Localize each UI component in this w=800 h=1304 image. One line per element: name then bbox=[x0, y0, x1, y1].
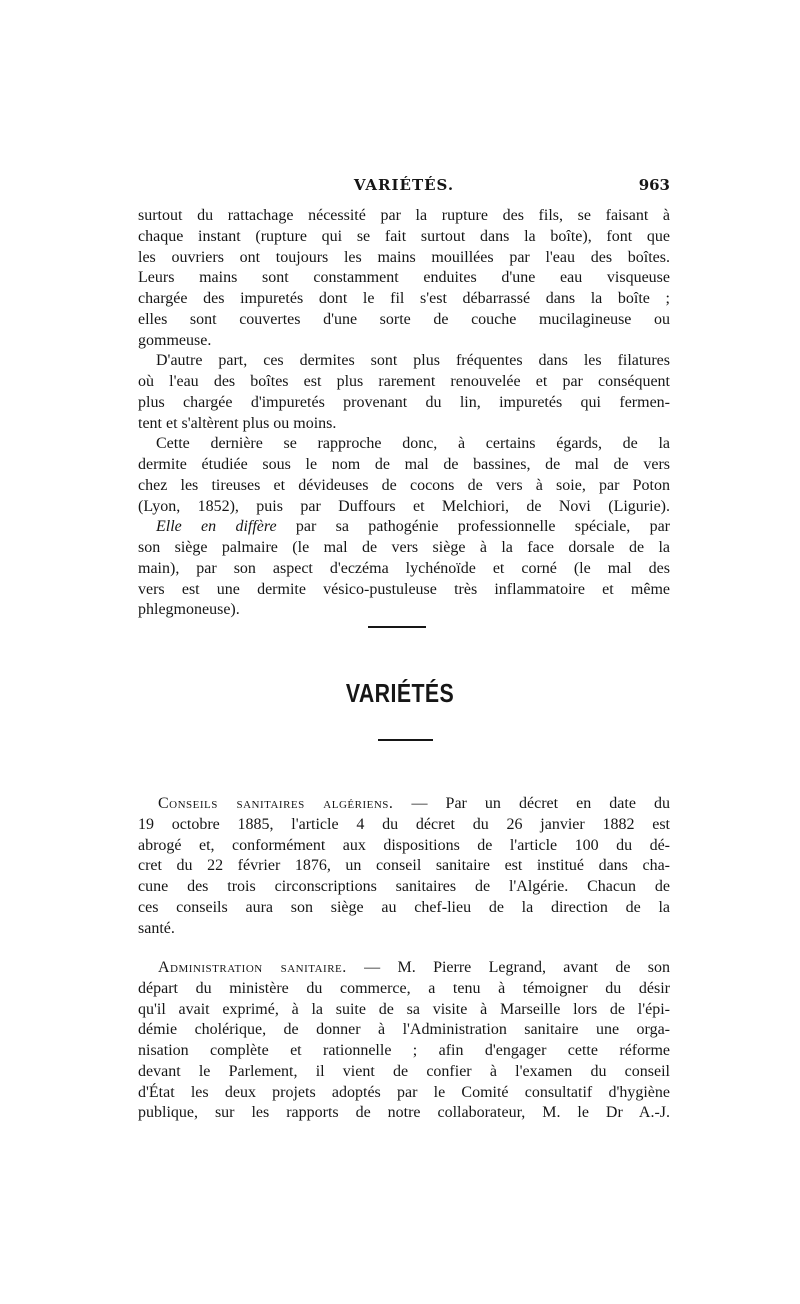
text-line: cune des trois circonscriptions sanitaires de l'Algérie. Chacun de bbox=[138, 878, 670, 895]
text-line: nisation complète et rationnelle ; afin d'engager cette réforme bbox=[138, 1042, 670, 1059]
section-divider-bottom bbox=[378, 739, 433, 741]
text-line: santé. bbox=[138, 919, 175, 937]
paragraph-continuation bbox=[138, 206, 670, 621]
text-line: ces conseils aura son siège au chef-lieu de la direction de la bbox=[138, 898, 670, 916]
text-line: où l'eau des boîtes est plus rarement renouvelée et par conséquent bbox=[138, 373, 670, 390]
running-head bbox=[138, 176, 670, 196]
text-line: plus chargée d'impuretés provenant du lin, impuretés qui fermen- bbox=[138, 393, 670, 411]
text-line: vers est une dermite vésico-pustuleuse très inflammatoire et même bbox=[138, 580, 670, 598]
article-administration bbox=[138, 958, 670, 1124]
text-line bbox=[138, 958, 670, 979]
text-line: les ouvriers ont toujours les mains mouillées par l'eau des boîtes. bbox=[138, 248, 670, 266]
text-line bbox=[138, 794, 670, 815]
section-title: VARIÉTÉS bbox=[345, 678, 455, 708]
text-line: devant le Parlement, il vient de confier à l'examen du conseil bbox=[138, 1062, 670, 1080]
text-line: abrogé et, conformément aux dispositions de l'article 100 du dé- bbox=[138, 836, 670, 854]
text-line: départ du ministère du commerce, a tenu à témoigner du désir bbox=[138, 979, 670, 997]
page-number: 963 bbox=[638, 176, 670, 194]
text-line: main), par son aspect d'eczéma lychénoïde et corné (le mal des bbox=[138, 559, 670, 577]
text-span: par sa pathogénie professionnelle spéciale, par bbox=[295, 518, 671, 536]
text-line: chaque instant (rupture qui se fait surtout dans la boîte), font que bbox=[138, 227, 670, 245]
text-line: elles sont couvertes d'une sorte de couche mucilagineuse ou bbox=[138, 310, 670, 328]
text-line: d'État les deux projets adoptés par le Comité consultatif d'hygiène bbox=[138, 1083, 670, 1101]
article-heading: Conseils sanitaires algériens. bbox=[158, 795, 394, 812]
text-line: tent et s'altèrent plus ou moins. bbox=[138, 414, 337, 432]
text-line: dermite étudiée sous le nom de mal de bassines, de mal de vers bbox=[138, 456, 670, 473]
text-line: surtout du rattachage nécessité par la rupture des fils, se faisant à bbox=[138, 207, 670, 224]
text-span: — M. Pierre Legrand, avant de son bbox=[364, 959, 671, 976]
italic-lead: Elle en diffère bbox=[156, 518, 277, 536]
text-line bbox=[138, 517, 670, 538]
text-line: cret du 22 février 1876, un conseil sanitaire est institué dans cha- bbox=[138, 857, 670, 875]
text-line: phlegmoneuse). bbox=[138, 601, 240, 619]
text-line: chargée des impuretés dont le fil s'est débarrassé dans la boîte ; bbox=[138, 290, 670, 307]
text-line: D'autre part, ces dermites sont plus fréquentes dans les filatures bbox=[156, 352, 670, 370]
text-line: Leurs mains sont constamment enduites d'une eau visqueuse bbox=[138, 269, 670, 287]
running-title: VARIÉTÉS. bbox=[353, 176, 455, 194]
text-line: publique, sur les rapports de notre collaborateur, M. le Dr A.-J. bbox=[138, 1104, 670, 1122]
text-span: — Par un décret en date du bbox=[411, 795, 671, 812]
text-line: 19 octobre 1885, l'article 4 du décret du 26 janvier 1882 est bbox=[138, 815, 670, 833]
article-conseils bbox=[138, 794, 670, 939]
text-line: qu'il avait exprimé, à la suite de sa visite à Marseille lors de l'épi- bbox=[138, 1000, 670, 1018]
text-line: gommeuse. bbox=[138, 331, 212, 349]
text-line: (Lyon, 1852), puis par Duffours et Melchiori, de Novi (Ligurie). bbox=[138, 497, 670, 515]
text-line: chez les tireuses et dévideuses de cocons de vers à soie, par Poton bbox=[138, 476, 670, 494]
text-line: son siège palmaire (le mal de vers siège à la face dorsale de la bbox=[138, 539, 670, 556]
text-line: Cette dernière se rapproche donc, à certains égards, de la bbox=[156, 435, 670, 453]
article-heading: Administration sanitaire. bbox=[158, 959, 347, 976]
section-divider-top bbox=[368, 626, 426, 628]
text-line: démie cholérique, de donner à l'Administration sanitaire une orga- bbox=[138, 1021, 670, 1039]
